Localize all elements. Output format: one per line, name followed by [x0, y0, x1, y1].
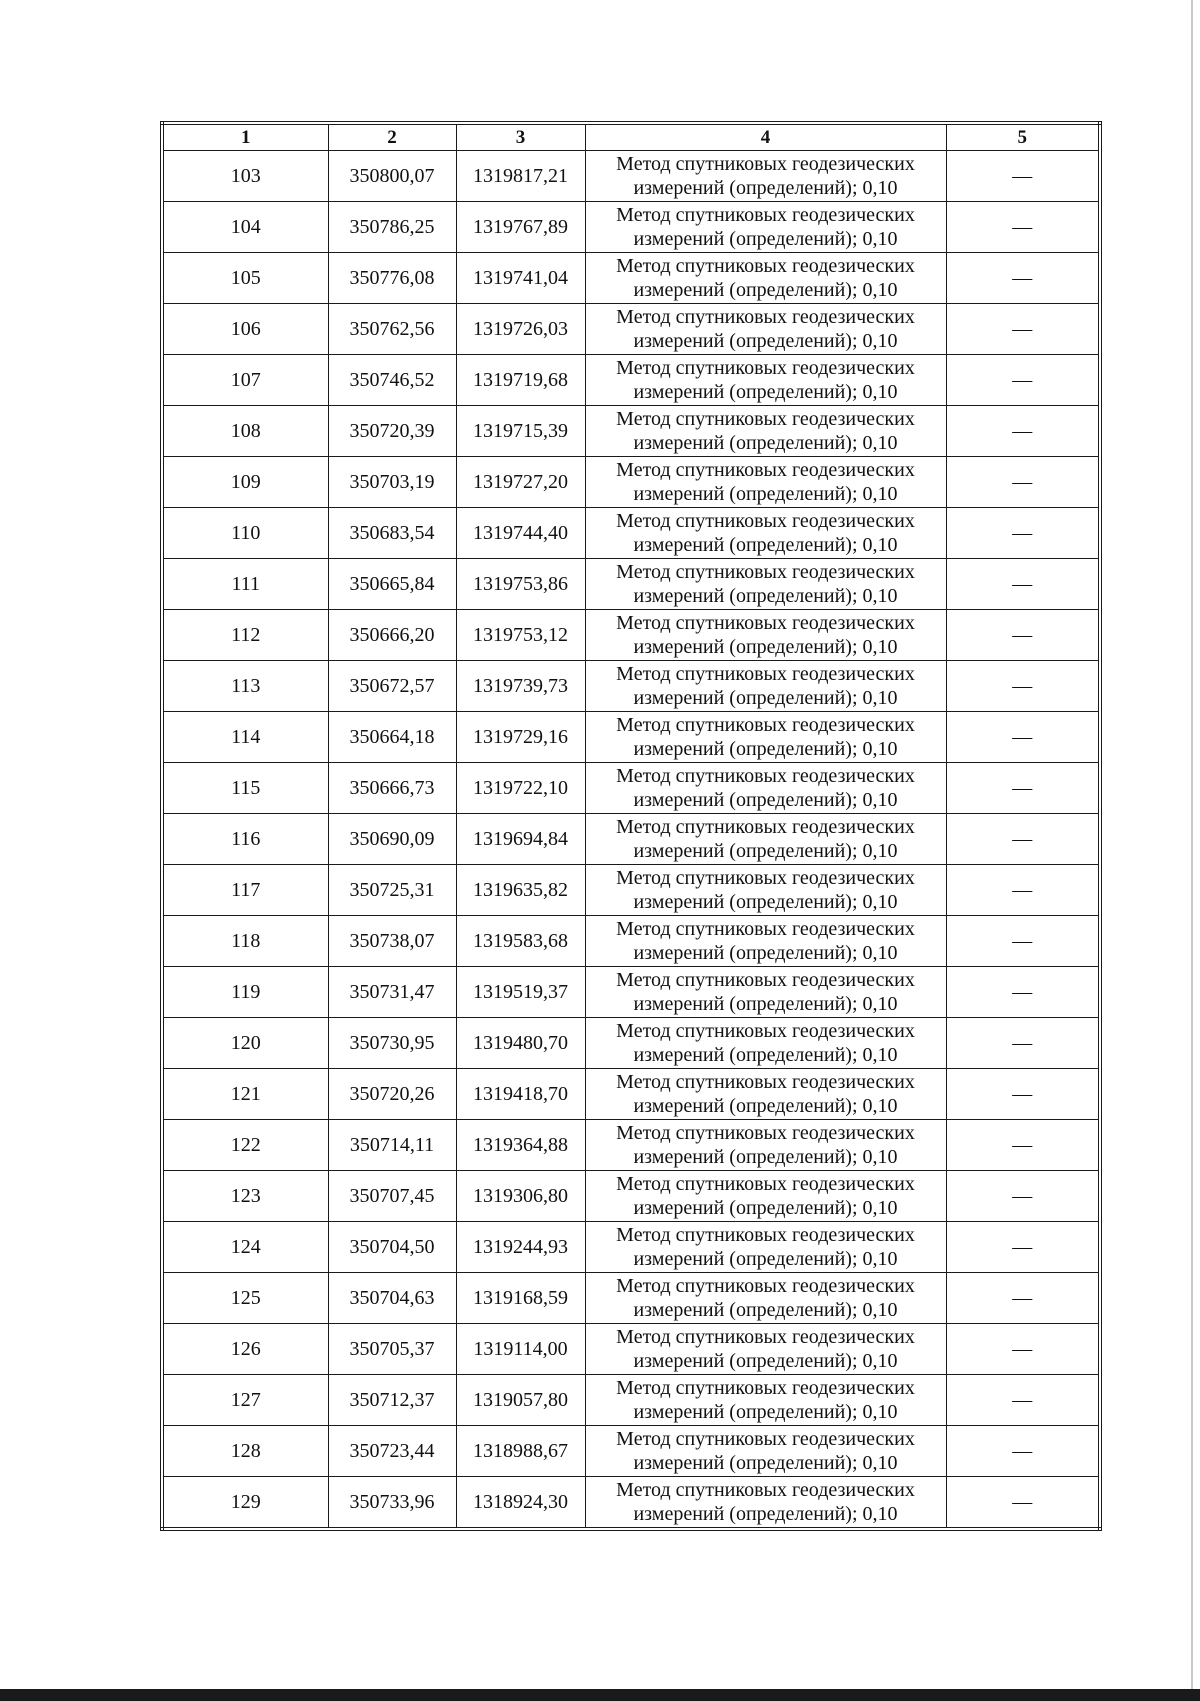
table-row — [162, 1477, 1100, 1530]
method-cell — [585, 1324, 946, 1375]
table-row — [162, 1120, 1100, 1171]
header-col-5: 5 — [946, 123, 1100, 151]
method-cell — [585, 202, 946, 253]
coordinate-y-cell: 1319753,86 — [456, 559, 585, 610]
method-cell — [585, 559, 946, 610]
note-cell: — — [946, 1324, 1100, 1375]
method-cell — [585, 1069, 946, 1120]
method-line-1: Метод спутниковых геодезических — [616, 1479, 915, 1501]
note-cell: — — [946, 253, 1100, 304]
coordinate-y-cell: 1319729,16 — [456, 712, 585, 763]
coordinate-x-cell: 350666,73 — [328, 763, 456, 814]
point-number-cell: 123 — [162, 1171, 328, 1222]
method-cell — [585, 661, 946, 712]
point-number-cell: 110 — [162, 508, 328, 559]
coordinate-x-cell: 350714,11 — [328, 1120, 456, 1171]
coordinate-x-cell: 350733,96 — [328, 1477, 456, 1530]
coordinate-y-cell: 1319719,68 — [456, 355, 585, 406]
coordinate-x-cell: 350800,07 — [328, 151, 456, 202]
note-cell: — — [946, 304, 1100, 355]
method-cell — [585, 865, 946, 916]
method-line-1: Метод спутниковых геодезических — [616, 459, 915, 481]
coordinate-y-cell: 1319114,00 — [456, 1324, 585, 1375]
coordinate-x-cell: 350720,26 — [328, 1069, 456, 1120]
point-number-cell: 117 — [162, 865, 328, 916]
coordinate-y-cell: 1319722,10 — [456, 763, 585, 814]
coordinate-x-cell: 350665,84 — [328, 559, 456, 610]
table-row — [162, 457, 1100, 508]
method-line-2: измерений (определений); 0,10 — [633, 636, 898, 658]
method-cell — [585, 151, 946, 202]
point-number-cell: 108 — [162, 406, 328, 457]
table-row — [162, 1171, 1100, 1222]
coordinate-x-cell: 350703,19 — [328, 457, 456, 508]
coordinate-x-cell: 350672,57 — [328, 661, 456, 712]
note-cell: — — [946, 967, 1100, 1018]
table-row — [162, 865, 1100, 916]
coordinate-x-cell: 350690,09 — [328, 814, 456, 865]
method-line-2: измерений (определений); 0,10 — [633, 279, 898, 301]
coordinate-x-cell: 350731,47 — [328, 967, 456, 1018]
method-line-1: Метод спутниковых геодезических — [616, 1122, 915, 1144]
method-line-2: измерений (определений); 0,10 — [633, 1350, 898, 1372]
coordinate-x-cell: 350746,52 — [328, 355, 456, 406]
method-cell — [585, 304, 946, 355]
point-number-cell: 113 — [162, 661, 328, 712]
note-cell: — — [946, 1171, 1100, 1222]
coordinate-x-cell: 350712,37 — [328, 1375, 456, 1426]
method-line-1: Метод спутниковых геодезических — [616, 510, 915, 532]
method-line-1: Метод спутниковых геодезических — [616, 1275, 915, 1297]
table-row — [162, 1222, 1100, 1273]
table-row — [162, 712, 1100, 763]
header-col-4: 4 — [585, 123, 946, 151]
method-line-1: Метод спутниковых геодезических — [616, 663, 915, 685]
coordinate-y-cell: 1319739,73 — [456, 661, 585, 712]
method-line-1: Метод спутниковых геодезических — [616, 714, 915, 736]
coordinate-y-cell: 1319727,20 — [456, 457, 585, 508]
method-cell — [585, 814, 946, 865]
coordinate-x-cell: 350725,31 — [328, 865, 456, 916]
coordinate-y-cell: 1319817,21 — [456, 151, 585, 202]
point-number-cell: 127 — [162, 1375, 328, 1426]
method-line-1: Метод спутниковых геодезических — [616, 357, 915, 379]
note-cell: — — [946, 1069, 1100, 1120]
note-cell: — — [946, 814, 1100, 865]
note-cell: — — [946, 661, 1100, 712]
method-line-1: Метод спутниковых геодезических — [616, 612, 915, 634]
method-line-1: Метод спутниковых геодезических — [616, 255, 915, 277]
note-cell: — — [946, 559, 1100, 610]
header-col-2: 2 — [328, 123, 456, 151]
point-number-cell: 118 — [162, 916, 328, 967]
table-row — [162, 1324, 1100, 1375]
point-number-cell: 124 — [162, 1222, 328, 1273]
method-line-2: измерений (определений); 0,10 — [633, 177, 898, 199]
table-row — [162, 1069, 1100, 1120]
method-line-1: Метод спутниковых геодезических — [616, 1377, 915, 1399]
point-number-cell: 104 — [162, 202, 328, 253]
point-number-cell: 119 — [162, 967, 328, 1018]
method-line-1: Метод спутниковых геодезических — [616, 306, 915, 328]
table-body — [162, 151, 1100, 1530]
method-line-2: измерений (определений); 0,10 — [633, 228, 898, 250]
method-line-2: измерений (определений); 0,10 — [633, 381, 898, 403]
method-cell — [585, 508, 946, 559]
method-cell — [585, 967, 946, 1018]
note-cell: — — [946, 1477, 1100, 1530]
note-cell: — — [946, 916, 1100, 967]
coordinate-y-cell: 1319694,84 — [456, 814, 585, 865]
method-line-2: измерений (определений); 0,10 — [633, 1044, 898, 1066]
coordinate-y-cell: 1319519,37 — [456, 967, 585, 1018]
coordinate-y-cell: 1319057,80 — [456, 1375, 585, 1426]
coordinate-y-cell: 1319744,40 — [456, 508, 585, 559]
method-line-2: измерений (определений); 0,10 — [633, 483, 898, 505]
point-number-cell: 129 — [162, 1477, 328, 1530]
method-cell — [585, 1222, 946, 1273]
point-number-cell: 120 — [162, 1018, 328, 1069]
note-cell: — — [946, 1426, 1100, 1477]
method-line-2: измерений (определений); 0,10 — [633, 738, 898, 760]
method-line-1: Метод спутниковых геодезических — [616, 408, 915, 430]
table-row — [162, 610, 1100, 661]
point-number-cell: 112 — [162, 610, 328, 661]
table-row — [162, 253, 1100, 304]
method-cell — [585, 253, 946, 304]
method-cell — [585, 763, 946, 814]
coordinate-y-cell: 1319741,04 — [456, 253, 585, 304]
note-cell: — — [946, 1273, 1100, 1324]
method-cell — [585, 610, 946, 661]
note-cell: — — [946, 865, 1100, 916]
coordinate-y-cell: 1319583,68 — [456, 916, 585, 967]
method-line-2: измерений (определений); 0,10 — [633, 840, 898, 862]
coordinate-y-cell: 1319480,70 — [456, 1018, 585, 1069]
method-line-2: измерений (определений); 0,10 — [633, 1095, 898, 1117]
coordinate-x-cell: 350707,45 — [328, 1171, 456, 1222]
method-line-1: Метод спутниковых геодезических — [616, 816, 915, 838]
table-row — [162, 355, 1100, 406]
table-row — [162, 559, 1100, 610]
table-row — [162, 916, 1100, 967]
point-number-cell: 121 — [162, 1069, 328, 1120]
point-number-cell: 106 — [162, 304, 328, 355]
method-line-2: измерений (определений); 0,10 — [633, 585, 898, 607]
table-row — [162, 1018, 1100, 1069]
table-row — [162, 304, 1100, 355]
method-cell — [585, 712, 946, 763]
coordinate-y-cell: 1319767,89 — [456, 202, 585, 253]
method-line-1: Метод спутниковых геодезических — [616, 1326, 915, 1348]
method-cell — [585, 1120, 946, 1171]
table-row — [162, 202, 1100, 253]
header-col-1: 1 — [162, 123, 328, 151]
coordinate-y-cell: 1319715,39 — [456, 406, 585, 457]
note-cell: — — [946, 1120, 1100, 1171]
coordinate-y-cell: 1319635,82 — [456, 865, 585, 916]
point-number-cell: 109 — [162, 457, 328, 508]
note-cell: — — [946, 508, 1100, 559]
method-cell — [585, 457, 946, 508]
method-line-2: измерений (определений); 0,10 — [633, 1197, 898, 1219]
method-line-2: измерений (определений); 0,10 — [633, 1299, 898, 1321]
coordinate-x-cell: 350786,25 — [328, 202, 456, 253]
method-cell — [585, 1273, 946, 1324]
method-cell — [585, 1426, 946, 1477]
method-cell — [585, 1375, 946, 1426]
method-line-1: Метод спутниковых геодезических — [616, 1020, 915, 1042]
coordinate-x-cell: 350776,08 — [328, 253, 456, 304]
method-line-2: измерений (определений); 0,10 — [633, 330, 898, 352]
coordinate-x-cell: 350683,54 — [328, 508, 456, 559]
coordinate-x-cell: 350762,56 — [328, 304, 456, 355]
note-cell: — — [946, 610, 1100, 661]
header-col-3: 3 — [456, 123, 585, 151]
table-row — [162, 508, 1100, 559]
coordinate-x-cell: 350738,07 — [328, 916, 456, 967]
method-line-2: измерений (определений); 0,10 — [633, 534, 898, 556]
coordinate-y-cell: 1319364,88 — [456, 1120, 585, 1171]
method-cell — [585, 916, 946, 967]
note-cell: — — [946, 1018, 1100, 1069]
point-number-cell: 122 — [162, 1120, 328, 1171]
coordinate-x-cell: 350720,39 — [328, 406, 456, 457]
coordinate-x-cell: 350705,37 — [328, 1324, 456, 1375]
method-line-1: Метод спутниковых геодезических — [616, 204, 915, 226]
note-cell: — — [946, 712, 1100, 763]
coordinate-x-cell: 350730,95 — [328, 1018, 456, 1069]
coordinate-x-cell: 350704,50 — [328, 1222, 456, 1273]
method-line-2: измерений (определений); 0,10 — [633, 687, 898, 709]
table-header-row — [162, 123, 1100, 151]
method-line-1: Метод спутниковых геодезических — [616, 1224, 915, 1246]
method-line-1: Метод спутниковых геодезических — [616, 765, 915, 787]
method-line-2: измерений (определений); 0,10 — [633, 789, 898, 811]
page-edge-bottom — [0, 1689, 1200, 1701]
coordinates-table-container — [160, 121, 1098, 1531]
point-number-cell: 128 — [162, 1426, 328, 1477]
method-line-2: измерений (определений); 0,10 — [633, 1401, 898, 1423]
point-number-cell: 111 — [162, 559, 328, 610]
method-line-1: Метод спутниковых геодезических — [616, 1071, 915, 1093]
table-row — [162, 1426, 1100, 1477]
coordinate-y-cell: 1318924,30 — [456, 1477, 585, 1530]
coordinate-x-cell: 350666,20 — [328, 610, 456, 661]
method-line-1: Метод спутниковых геодезических — [616, 867, 915, 889]
note-cell: — — [946, 355, 1100, 406]
note-cell: — — [946, 1222, 1100, 1273]
method-cell — [585, 1018, 946, 1069]
coordinate-y-cell: 1319726,03 — [456, 304, 585, 355]
method-line-1: Метод спутниковых геодезических — [616, 1428, 915, 1450]
point-number-cell: 103 — [162, 151, 328, 202]
table-row — [162, 406, 1100, 457]
note-cell: — — [946, 406, 1100, 457]
coordinate-y-cell: 1319753,12 — [456, 610, 585, 661]
coordinate-x-cell: 350723,44 — [328, 1426, 456, 1477]
point-number-cell: 107 — [162, 355, 328, 406]
point-number-cell: 105 — [162, 253, 328, 304]
method-line-2: измерений (определений); 0,10 — [633, 942, 898, 964]
coordinate-y-cell: 1319168,59 — [456, 1273, 585, 1324]
point-number-cell: 114 — [162, 712, 328, 763]
point-number-cell: 125 — [162, 1273, 328, 1324]
table-row — [162, 151, 1100, 202]
page-edge-right — [1191, 0, 1193, 1701]
method-cell — [585, 1171, 946, 1222]
coordinate-y-cell: 1319418,70 — [456, 1069, 585, 1120]
method-line-2: измерений (определений); 0,10 — [633, 432, 898, 454]
method-line-1: Метод спутниковых геодезических — [616, 561, 915, 583]
method-line-2: измерений (определений); 0,10 — [633, 891, 898, 913]
method-line-1: Метод спутниковых геодезических — [616, 918, 915, 940]
note-cell: — — [946, 151, 1100, 202]
method-line-2: измерений (определений); 0,10 — [633, 1452, 898, 1474]
note-cell: — — [946, 1375, 1100, 1426]
note-cell: — — [946, 457, 1100, 508]
method-cell — [585, 406, 946, 457]
coordinate-y-cell: 1319244,93 — [456, 1222, 585, 1273]
point-number-cell: 116 — [162, 814, 328, 865]
method-line-2: измерений (определений); 0,10 — [633, 1146, 898, 1168]
method-cell — [585, 1477, 946, 1530]
table-row — [162, 967, 1100, 1018]
point-number-cell: 126 — [162, 1324, 328, 1375]
method-line-2: измерений (определений); 0,10 — [633, 993, 898, 1015]
method-line-2: измерений (определений); 0,10 — [633, 1248, 898, 1270]
coordinate-x-cell: 350664,18 — [328, 712, 456, 763]
method-line-1: Метод спутниковых геодезических — [616, 153, 915, 175]
coordinate-y-cell: 1318988,67 — [456, 1426, 585, 1477]
table-row — [162, 661, 1100, 712]
method-cell — [585, 355, 946, 406]
coordinates-table — [160, 121, 1102, 1531]
method-line-1: Метод спутниковых геодезических — [616, 1173, 915, 1195]
table-row — [162, 1375, 1100, 1426]
coordinate-x-cell: 350704,63 — [328, 1273, 456, 1324]
point-number-cell: 115 — [162, 763, 328, 814]
method-line-1: Метод спутниковых геодезических — [616, 969, 915, 991]
table-row — [162, 763, 1100, 814]
coordinate-y-cell: 1319306,80 — [456, 1171, 585, 1222]
note-cell: — — [946, 763, 1100, 814]
method-line-2: измерений (определений); 0,10 — [633, 1503, 898, 1525]
table-row — [162, 1273, 1100, 1324]
table-row — [162, 814, 1100, 865]
note-cell: — — [946, 202, 1100, 253]
